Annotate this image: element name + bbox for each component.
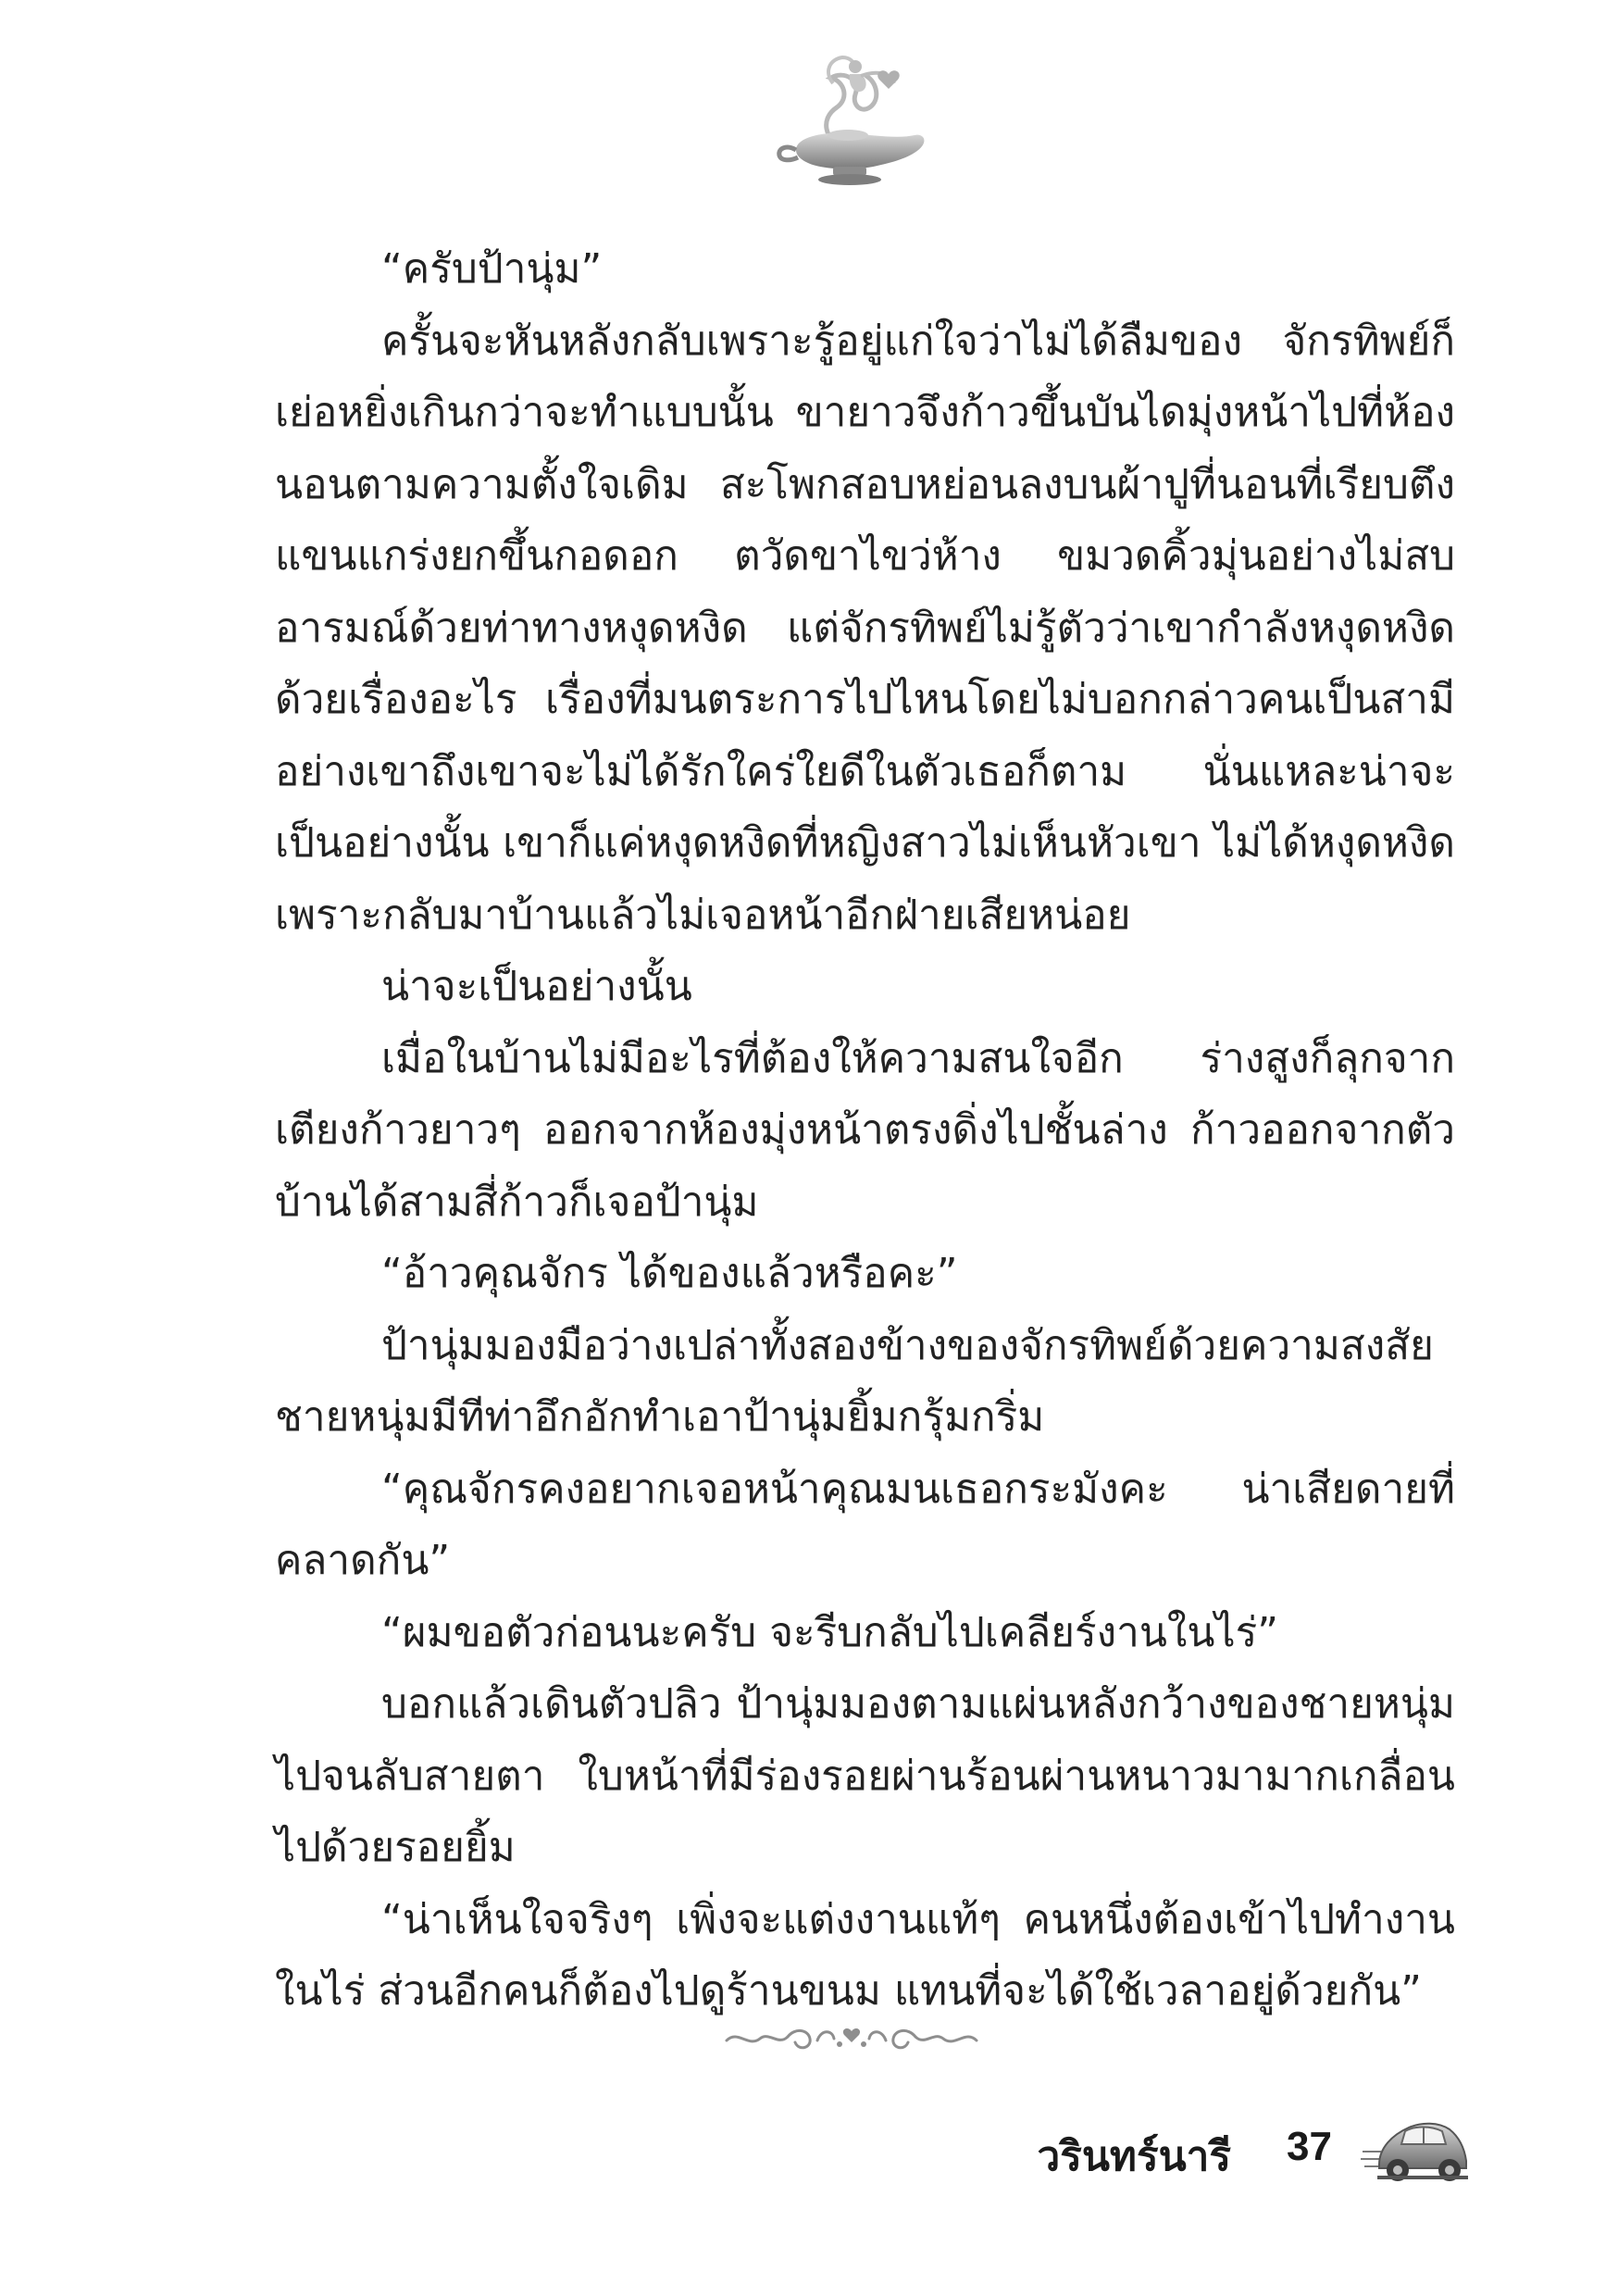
vintage-car-icon <box>1361 2111 1470 2185</box>
paragraph: “คุณจักรคงอยากเจอหน้าคุณมนเธอกระมังคะ น่าเสียดายที่คลาดกัน” <box>275 1465 1455 1584</box>
genie-lamp-icon <box>759 46 935 194</box>
page-number: 37 <box>1287 2124 1332 2169</box>
paragraph: “ครับป้านุ่ม” <box>381 245 603 293</box>
paragraph: “ผมขอตัวก่อนนะครับ จะรีบกลับไปเคลียร์งานในไร่” <box>381 1608 1279 1656</box>
paragraph: ป้านุ่มมองมือว่างเปล่าทั้งสองข้างของจักรทิพย์ด้วยความสงสัยชายหนุ่มมีทีท่าอึกอักทำเอาป้านุ่มยิ้มกรุ้มกริ่ม <box>275 1321 1434 1441</box>
paragraph: น่าจะเป็นอย่างนั้น <box>381 963 692 1010</box>
paragraph: “อ้าวคุณจักร ได้ของแล้วหรือคะ” <box>381 1250 958 1297</box>
book-title: วรินทร์นารี <box>1037 2133 1231 2180</box>
paragraph: บอกแล้วเดินตัวปลิว ป้านุ่มมองตามแผ่นหลังกว้างของชายหนุ่มไปจนลับสายตา ใบหน้าที่มีร่องรอยผ่านร้อนผ่านหนาวมามากเกลื่อนไปด้วยรอยยิ้ม <box>275 1680 1455 1871</box>
flourish-divider-icon <box>717 2016 986 2057</box>
paragraph: ครั้นจะหันหลังกลับเพราะรู้อยู่แก่ใจว่าไม่ได้ลืมของ จักรทิพย์ก็เย่อหยิ่งเกินกว่าจะทำแบบนั้น ขายาวจึงก้าวขึ้นบันไดมุ่งหน้าไปที่ห้องนอนตามความตั้งใจเดิม สะโพกสอบหย่อนลงบนผ้าปูที่นอนที่เรียบตึง แขนแกร่งยกขึ้นกอดอก ตวัดขาไขว่ห้าง ขมวดคิ้วมุ่นอย่างไม่สบอารมณ์ด้วยท่าทางหงุดหงิด แต่จักรทิพย์ไม่รู้ตัวว่าเขากำลังหงุดหงิดด้วยเรื่องอะไร เรื่องที่มนตระการไปไหนโดยไม่บอกกล่าวคนเป็นสามีอย่างเขาถึงเขาจะไม่ได้รักใคร่ใยดีในตัวเธอก็ตาม นั่นแหละน่าจะเป็นอย่างนั้น เขาก็แค่หงุดหงิดที่หญิงสาวไม่เห็นหัวเขา ไม่ได้หงุดหงิดเพราะกลับมาบ้านแล้วไม่เจอหน้าอีกฝ่ายเสียหน่อย <box>275 317 1455 939</box>
paragraph: “น่าเห็นใจจริงๆ เพิ่งจะแต่งงานแท้ๆ คนหนึ่งต้องเข้าไปทำงานในไร่ ส่วนอีกคนก็ต้องไปดูร้านขนม แทนที่จะได้ใช้เวลาอยู่ด้วยกัน” <box>275 1895 1455 2015</box>
paragraph: เมื่อในบ้านไม่มีอะไรที่ต้องให้ความสนใจอีก ร่างสูงก็ลุกจากเตียงก้าวยาวๆ ออกจากห้องมุ่งหน้าตรงดิ่งไปชั้นล่าง ก้าวออกจากตัวบ้านได้สามสี่ก้าวก็เจอป้านุ่ม <box>275 1034 1455 1226</box>
page-footer <box>953 2100 1472 2211</box>
body-text <box>275 233 1455 2028</box>
